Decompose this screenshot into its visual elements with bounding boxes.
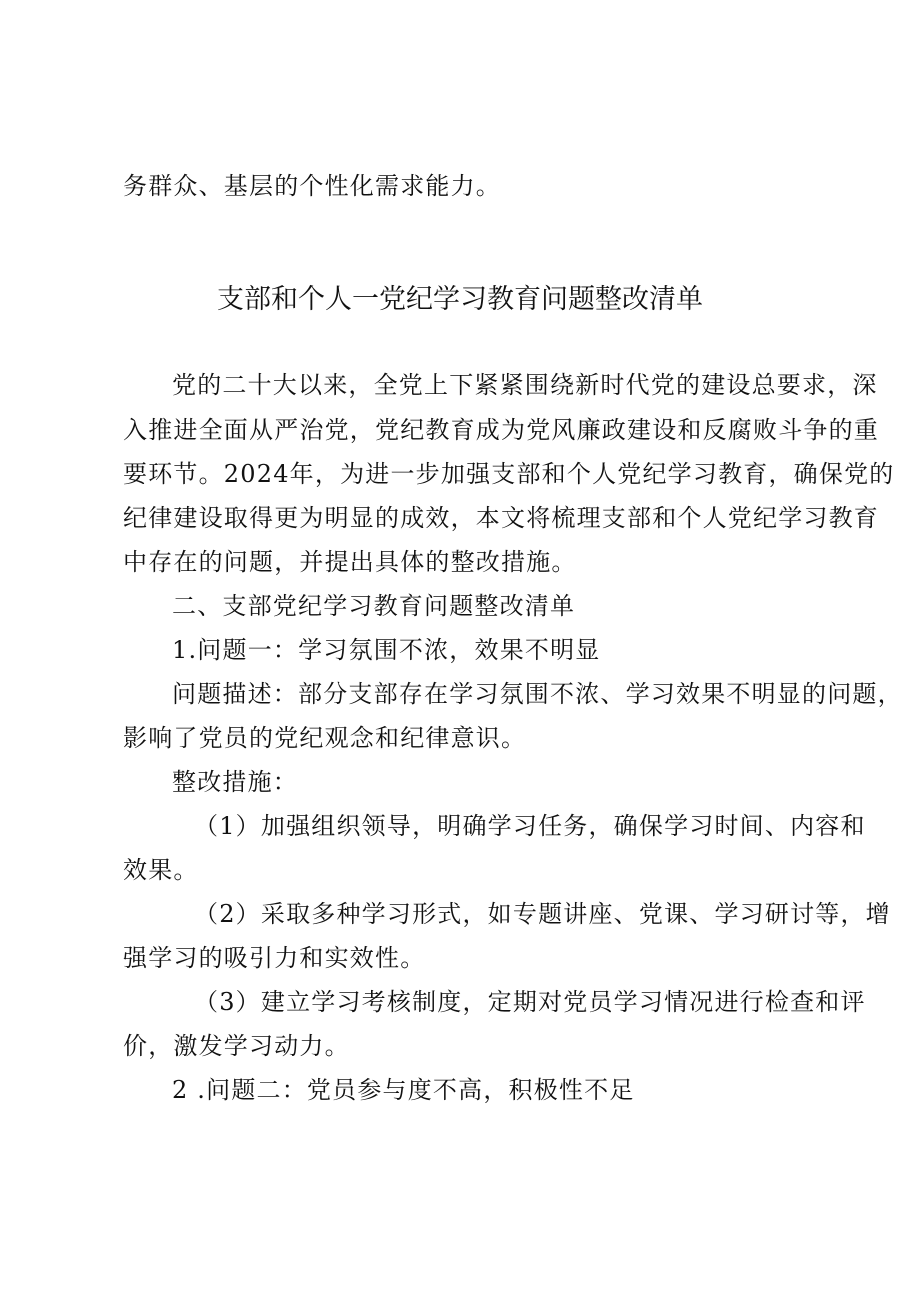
paragraph-line: 要环节。2024年，为进一步加强支部和个人党纪学习教育，确保党的 [123, 460, 895, 488]
paragraph-line: 价，激发学习动力。 [123, 1032, 350, 1060]
paragraph-line: 效果。 [123, 856, 199, 884]
paragraph-line: 务群众、基层的个性化需求能力。 [123, 172, 501, 200]
paragraph-line: 入推进全面从严治党，党纪教育成为党风廉政建设和反腐败斗争的重 [123, 416, 879, 444]
paragraph-line: 强学习的吸引力和实效性。 [123, 944, 426, 972]
section-heading: 二、支部党纪学习教育问题整改清单 [172, 592, 576, 620]
problem-heading: 2 .问题二：党员参与度不高，积极性不足 [172, 1076, 635, 1104]
paragraph-line: 党的二十大以来，全党上下紧紧围绕新时代党的建设总要求，深 [172, 371, 878, 399]
measure-item: （2）采取多种学习形式，如专题讲座、党课、学习研讨等，增 [194, 900, 891, 928]
problem-heading: 1.问题一：学习氛围不浓，效果不明显 [172, 636, 601, 664]
measure-item: （1）加强组织领导，明确学习任务，确保学习时间、内容和 [194, 812, 866, 840]
paragraph-line: 中存在的问题，并提出具体的整改措施。 [123, 548, 577, 576]
paragraph-line: 问题描述：部分支部存在学习氛围不浓、学习效果不明显的问题， [172, 680, 903, 708]
document-title: 支部和个人一党纪学习教育问题整改清单 [217, 284, 703, 315]
paragraph-line: 影响了党员的党纪观念和纪律意识。 [123, 724, 527, 752]
measures-label: 整改措施： [172, 768, 298, 796]
paragraph-line: 纪律建设取得更为明显的成效，本文将梳理支部和个人党纪学习教育 [123, 504, 879, 532]
measure-item: （3）建立学习考核制度，定期对党员学习情况进行检查和评 [194, 988, 866, 1016]
